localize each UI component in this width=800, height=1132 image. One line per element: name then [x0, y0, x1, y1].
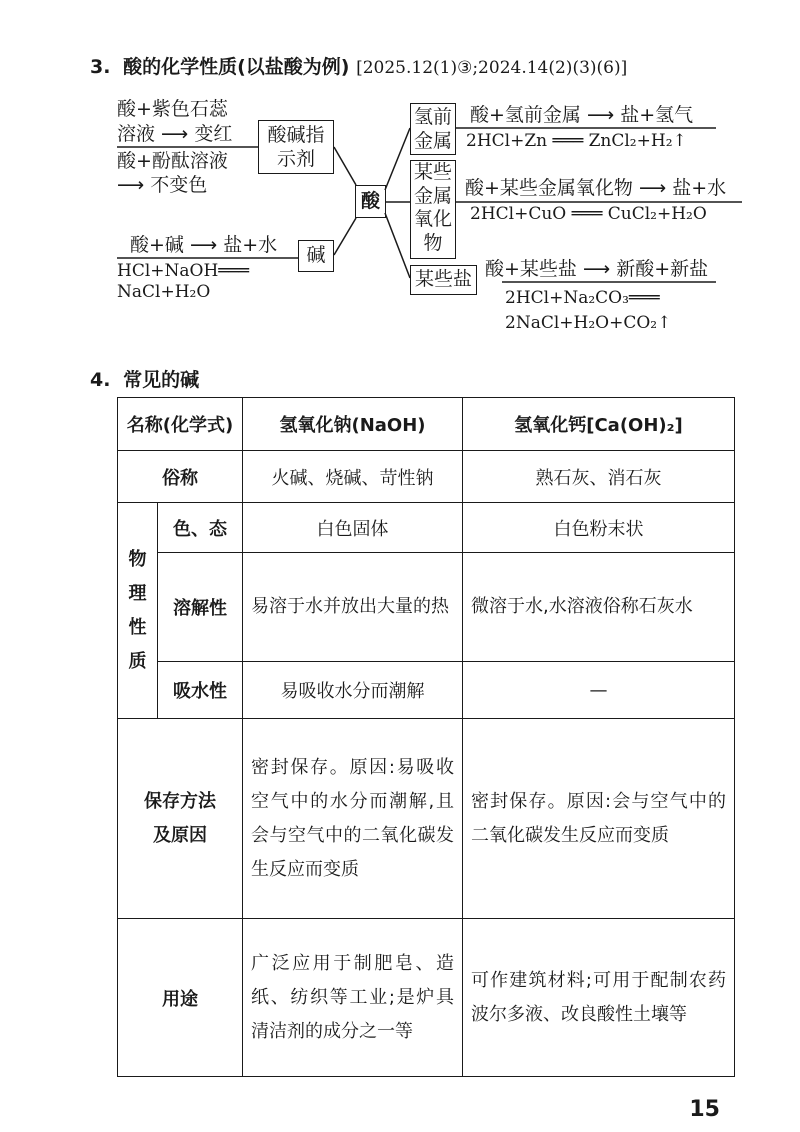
- storage-caoh: 密封保存。原因:会与空气中的二氧化碳发生反应而变质: [463, 719, 735, 919]
- table-row-storage: [118, 719, 735, 919]
- page-number: 15: [689, 1097, 720, 1122]
- indicator-box-line-2: 示剂: [276, 148, 315, 170]
- oxide-box: [410, 160, 456, 259]
- header-name-cell: 名称(化学式): [118, 398, 243, 451]
- solubility-label: 溶解性: [158, 553, 243, 662]
- storage-label-line-2: 及原因: [153, 824, 207, 846]
- solubility-caoh: 微溶于水,水溶液俗称石灰水: [463, 553, 735, 662]
- base-box: 碱: [298, 240, 334, 272]
- oxide-equation: 2HCl+CuO ═══ CuCl₂+H₂O: [470, 204, 707, 224]
- salt-rule: 酸+某些盐 ⟶ 新酸+新盐: [485, 258, 709, 280]
- indicator-box: [258, 120, 334, 174]
- section-3-reference: [2025.12(1)③;2024.14(2)(3)(6)]: [356, 58, 628, 78]
- table-row-water-absorption: [118, 662, 735, 719]
- color-state-label: 色、态: [158, 503, 243, 553]
- table-row-usage: [118, 919, 735, 1077]
- water-absorption-label: 吸水性: [158, 662, 243, 719]
- common-name-label: 俗称: [118, 451, 243, 503]
- indicator-box-line-1: 酸碱指: [267, 124, 325, 146]
- indicator-rule-line-2: 溶液 ⟶ 变红: [117, 123, 233, 145]
- physical-label-char-2: 理: [128, 582, 147, 604]
- table-row-solubility: [118, 553, 735, 662]
- salt-equation-line-2: 2NaCl+H₂O+CO₂↑: [505, 313, 672, 333]
- physical-label-char-4: 质: [128, 650, 147, 672]
- section-3-heading: 酸的化学性质(以盐酸为例): [123, 56, 350, 78]
- section-4-number: 4.: [90, 369, 111, 391]
- salt-box: 某些盐: [410, 265, 477, 295]
- metal-rule: 酸+氢前金属 ⟶ 盐+氢气: [470, 104, 694, 126]
- storage-label: [118, 719, 243, 919]
- physical-label-char-1: 物: [128, 548, 147, 570]
- storage-naoh: 密封保存。原因:易吸收空气中的水分而潮解,且会与空气中的二氧化碳发生反应而变质: [243, 719, 463, 919]
- header-caoh-cell: 氢氧化钙[Ca(OH)₂]: [463, 398, 735, 451]
- section-4-heading: 常见的碱: [123, 369, 200, 391]
- acid-center-box: 酸: [355, 185, 386, 218]
- indicator-rule-line-1: 酸+紫色石蕊: [117, 98, 228, 120]
- color-state-naoh: 白色固体: [243, 503, 463, 553]
- header-naoh-cell: 氢氧化钠(NaOH): [243, 398, 463, 451]
- metal-box: [410, 103, 456, 155]
- water-absorption-caoh: —: [463, 662, 735, 719]
- oxide-box-line-3: 氧化: [413, 208, 452, 230]
- usage-naoh: 广泛应用于制肥皂、造纸、纺织等工业;是炉具清洁剂的成分之一等: [243, 919, 463, 1077]
- section-4-title: [90, 365, 199, 392]
- color-state-caoh: 白色粉末状: [463, 503, 735, 553]
- water-absorption-naoh: 易吸收水分而潮解: [243, 662, 463, 719]
- indicator-rule-line-3: 酸+酚酞溶液: [117, 150, 228, 172]
- base-equation-line-2: NaCl+H₂O: [117, 282, 211, 302]
- base-rule: 酸+碱 ⟶ 盐+水: [130, 234, 278, 256]
- indicator-rule-line-4: ⟶ 不变色: [117, 174, 208, 196]
- physical-label-char-3: 性: [128, 616, 147, 638]
- common-name-naoh: 火碱、烧碱、苛性钠: [243, 451, 463, 503]
- section-3-number: 3.: [90, 56, 111, 78]
- acid-properties-concept-map: [0, 0, 800, 345]
- oxide-rule: 酸+某些金属氧化物 ⟶ 盐+水: [465, 177, 727, 199]
- oxide-box-line-1: 某些: [413, 161, 452, 183]
- base-equation-line-1: HCl+NaOH═══: [117, 261, 249, 281]
- usage-caoh: 可作建筑材料;可用于配制农药波尔多液、改良酸性土壤等: [463, 919, 735, 1077]
- solubility-naoh: 易溶于水并放出大量的热: [243, 553, 463, 662]
- table-row-common-name: [118, 451, 735, 503]
- oxide-box-line-2: 金属: [413, 184, 452, 207]
- physical-properties-label: [118, 503, 158, 719]
- common-bases-table: [117, 397, 735, 1077]
- salt-equation-line-1: 2HCl+Na₂CO₃═══: [505, 288, 660, 308]
- common-name-caoh: 熟石灰、消石灰: [463, 451, 735, 503]
- storage-label-line-1: 保存方法: [144, 790, 216, 812]
- oxide-box-line-4: 物: [423, 231, 443, 254]
- metal-box-line-1: 氢前: [413, 106, 452, 128]
- usage-label: 用途: [118, 919, 243, 1077]
- metal-equation: 2HCl+Zn ═══ ZnCl₂+H₂↑: [466, 131, 687, 151]
- metal-box-line-2: 金属: [413, 130, 452, 152]
- table-header-row: [118, 398, 735, 451]
- table-row-color-state: [118, 503, 735, 553]
